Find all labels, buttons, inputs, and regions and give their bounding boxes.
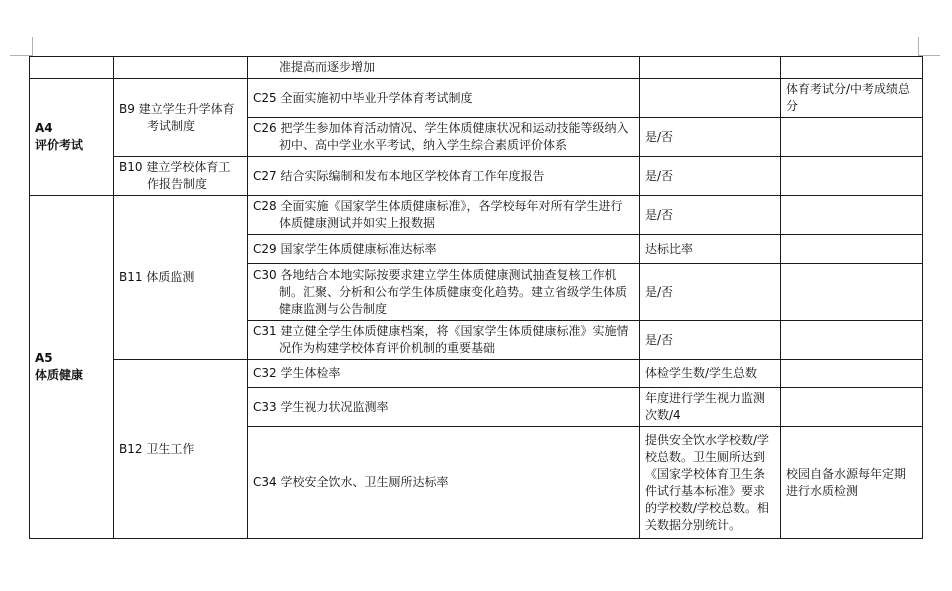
level-c-text: C28 全面实施《国家学生体质健康标准》，各学校每年对所有学生进行体质健康测试并如实上报数据 <box>253 199 623 230</box>
level-b-label: B11 体质监测 <box>119 270 195 284</box>
method-cell: 是/否 <box>640 321 781 360</box>
level-c-text: C30 各地结合本地实际按要求建立学生体质健康测试抽查复核工作机制。汇聚、分析和公布学生体质健康变化趋势。建立省级学生体质健康监测与公告制度 <box>253 267 628 316</box>
note-cell <box>781 264 923 321</box>
method-cell <box>640 79 781 118</box>
level-c-cell <box>248 264 640 321</box>
note-cell <box>781 388 923 427</box>
table-row <box>30 360 923 388</box>
cell-b-empty <box>114 57 248 79</box>
level-a-cell <box>30 196 114 539</box>
method-cell: 是/否 <box>640 264 781 321</box>
method-cell: 是/否 <box>640 157 781 196</box>
table-row <box>30 79 923 118</box>
level-c-text: C26 把学生参加体育活动情况、学生体质健康状况和运动技能等级纳入初中、高中学业水平考试，纳入学生综合素质评价体系 <box>253 121 629 152</box>
level-c-text: C25 全面实施初中毕业升学体育考试制度 <box>253 90 473 105</box>
note-cell <box>781 235 923 264</box>
level-b-cell <box>114 360 248 539</box>
level-c-text: C34 学校安全饮水、卫生厕所达标率 <box>253 475 449 489</box>
level-c-cell <box>248 321 640 360</box>
table-row <box>30 57 923 79</box>
crop-mark-left-vertical <box>32 37 33 56</box>
crop-mark-right-vertical <box>918 37 919 56</box>
method-cell: 达标比率 <box>640 235 781 264</box>
method-cell: 提供安全饮水学校数/学校总数。卫生厕所达到《国家学校体育卫生条件试行基本标准》要求的学校数/学校总数。相关数据分别统计。 <box>640 427 781 539</box>
level-c-cell <box>248 388 640 427</box>
method-cell: 年度进行学生视力监测次数/4 <box>640 388 781 427</box>
level-a-cell <box>30 79 114 196</box>
level-c-text: C33 学生视力状况监测率 <box>253 399 389 414</box>
level-c-cell <box>248 235 640 264</box>
table-row <box>30 157 923 196</box>
level-c-cell <box>248 118 640 157</box>
cell-c-continuation: 准提高而逐步增加 <box>248 57 640 79</box>
level-b-label: B12 卫生工作 <box>119 441 195 456</box>
note-cell <box>781 196 923 235</box>
level-c-cell <box>248 79 640 118</box>
cell-a-empty <box>30 57 114 79</box>
level-c-cell <box>248 196 640 235</box>
level-c-cell <box>248 157 640 196</box>
level-c-cell <box>248 427 640 539</box>
level-c-text: C27 结合实际编制和发布本地区学校体育工作年度报告 <box>253 168 545 183</box>
level-b-label: B10 建立学校体育工作报告制度 <box>119 160 231 191</box>
level-a-code: A4 <box>35 121 53 135</box>
note-cell <box>781 118 923 157</box>
method-cell: 是/否 <box>640 118 781 157</box>
level-c-text: C32 学生体检率 <box>253 366 341 380</box>
note-cell <box>781 360 923 388</box>
level-a-title: 评价考试 <box>35 138 84 152</box>
evaluation-index-table <box>29 56 923 539</box>
level-c-text: C31 建立健全学生体质健康档案，将《国家学生体质健康标准》实施情况作为构建学校体育评价机制的重要基础 <box>253 324 629 355</box>
note-cell <box>781 157 923 196</box>
method-cell: 体检学生数/学生总数 <box>640 360 781 388</box>
level-a-code: A5 <box>35 351 53 365</box>
table-row <box>30 196 923 235</box>
level-a-title: 体质健康 <box>35 368 84 382</box>
level-b-label: B9 建立学生升学体育考试制度 <box>119 101 235 133</box>
level-b-cell <box>114 79 248 157</box>
note-cell <box>781 321 923 360</box>
method-cell: 是/否 <box>640 196 781 235</box>
note-cell: 校园自备水源每年定期进行水质检测 <box>781 427 923 539</box>
cell-method-empty <box>640 57 781 79</box>
level-b-cell <box>114 157 248 196</box>
level-c-cell <box>248 360 640 388</box>
level-b-cell <box>114 196 248 360</box>
level-c-text: C29 国家学生体质健康标准达标率 <box>253 241 437 256</box>
cell-note-empty <box>781 57 923 79</box>
note-cell: 体育考试分/中考成绩总分 <box>781 79 923 118</box>
